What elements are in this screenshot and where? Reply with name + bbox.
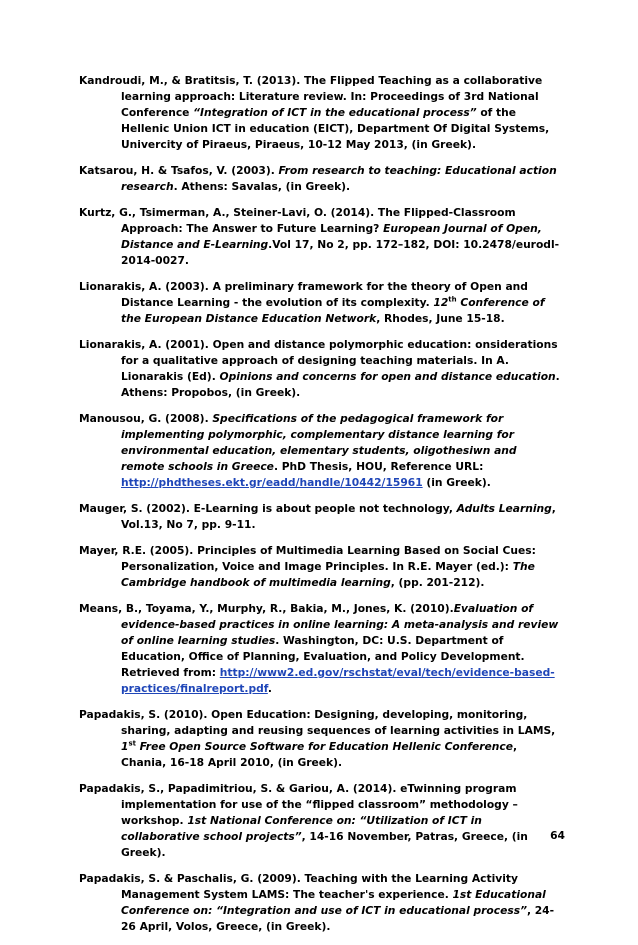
reference-entry (79, 501, 561, 533)
reference-entry (79, 871, 561, 935)
reference-list (79, 73, 561, 945)
italic-title: Adults Learning (456, 502, 552, 515)
reference-entry (79, 601, 561, 697)
italic-title: 12 (433, 296, 449, 309)
reference-entry (79, 411, 561, 491)
reference-text: , Chania, 16-18 April 2010, (in Greek). (121, 740, 518, 769)
reference-text: , Rhodes, June 15-18. (376, 312, 505, 325)
reference-text: Kandroudi, M., & Bratitsis, T. (2013). The Flipped Teaching as a collaborative learning approach: Literature review. In: Proceedings of 3rd National Conference (79, 74, 543, 119)
reference-text: Lionarakis, A. (2001). Open and distance polymorphic education: onsiderations for a qualitative approach of designing teaching materials. In A. Lionarakis (Ed). (79, 338, 558, 383)
reference-text: Lionarakis, A. (2003). A preliminary framework for the theory of Open and Distance Learning - the evolution of its complexity. (79, 280, 528, 309)
reference-text: Means, B., Toyama, Y., Murphy, R., Bakia, M., Jones, K. (2010). (79, 602, 454, 615)
reference-text: , 24-26 April, Volos, Greece, (in Greek). (121, 904, 555, 933)
reference-text: Kurtz, G., Tsimerman, A., Steiner-Lavi, O. (2014). The Flipped-Classroom Approach: The Answer to Future Learning? (79, 206, 516, 235)
reference-link[interactable]: http://phdtheses.ekt.gr/eadd/handle/10442/15961 (121, 476, 423, 489)
italic-title: Opinions and concerns for open and distance education (219, 370, 556, 383)
reference-text: . PhD Thesis, HOU, Reference URL: (273, 460, 484, 473)
reference-text: of the Hellenic Union ICT in education (EICT), Department Of Digital Systems, Univercity of Piraeus, Piraeus, 10-12 May 2013, (in Greek). (121, 106, 550, 151)
reference-text: Manousou, G. (2008). (79, 412, 213, 425)
ordinal-superscript: th (448, 295, 457, 304)
reference-text: . Athens: Propobos, (in Greek). (121, 370, 560, 399)
italic-title: Specifications of the pedagogical framework for implementing polymorphic, complementary distance learning for environmental education, elementary students, oligothesiwn and remote schools in Greece (121, 412, 517, 473)
reference-text: Mauger, S. (2002). E-Learning is about people not technology, (79, 502, 457, 515)
reference-entry (79, 163, 561, 195)
italic-title: 1st National Conference on: “Utilization of ICT in collaborative school projects” (121, 814, 482, 843)
italic-title: Evaluation of evidence-based practices in online learning: A meta-analysis and review of online learning studies (121, 602, 559, 647)
italic-title: European Journal of Open, Distance and E-Learning (121, 222, 542, 251)
reference-entry (79, 205, 561, 269)
ordinal-superscript: st (128, 739, 136, 748)
reference-text: Papadakis, S., Papadimitriou, S. & Gariou, A. (2014). eTwinning program implementation for use of the “flipped classroom” methodology – workshop. (79, 782, 518, 827)
italic-title: Conference of the European Distance Education Network (121, 296, 545, 325)
italic-title: From research to teaching: Educational action research (121, 164, 557, 193)
italic-title: 1 (121, 740, 129, 753)
reference-text: Papadakis, S. (2010). Open Education: Designing, developing, monitoring, sharing, adapting and reusing sequences of learning activities in LAMS, (79, 708, 556, 737)
reference-text: Papadakis, S. & Paschalis, G. (2009). Teaching with the Learning Activity Management System LAMS: The teacher's experience. (79, 872, 518, 901)
italic-title: “Integration of ICT in the educational process” (193, 106, 477, 119)
reference-text: Mayer, R.E. (2005). Principles of Multimedia Learning Based on Social Cues: Personalization, Voice and Image Principles. In R.E. Mayer (ed.): (79, 544, 536, 573)
reference-text: .Vol 17, No 2, pp. 172–182, DOI: 10.2478/eurodl-2014-0027. (121, 238, 560, 267)
reference-text: . (267, 682, 272, 695)
page-number: 64 (550, 829, 565, 842)
italic-title: 1st Educational Conference on: “Integration and use of ICT in educational process” (121, 888, 546, 917)
reference-entry (79, 337, 561, 401)
reference-entry (79, 73, 561, 153)
reference-text: . Athens: Savalas, (in Greek). (173, 180, 351, 193)
reference-entry (79, 707, 561, 771)
reference-text: , (pp. 201-212). (390, 576, 485, 589)
reference-text: . Washington, DC: U.S. Department of Education, Office of Planning, Evaluation, and Policy Development. Retrieved from: (121, 634, 525, 679)
reference-text: , Vol.13, No 7, pp. 9-11. (121, 502, 556, 531)
reference-entry (79, 781, 561, 861)
reference-entry (79, 543, 561, 591)
reference-text: (in Greek). (422, 476, 491, 489)
reference-text: , 14-16 November, Patras, Greece, (in Greek). (121, 830, 528, 859)
reference-link[interactable]: http://www2.ed.gov/rschstat/eval/tech/evidence-based-practices/finalreport.pdf (121, 666, 555, 695)
reference-entry (79, 279, 561, 327)
italic-title: The Cambridge handbook of multimedia learning (121, 560, 535, 589)
italic-title: Free Open Source Software for Education Hellenic Conference (135, 740, 513, 753)
reference-text: Katsarou, H. & Tsafos, V. (2003). (79, 164, 279, 177)
